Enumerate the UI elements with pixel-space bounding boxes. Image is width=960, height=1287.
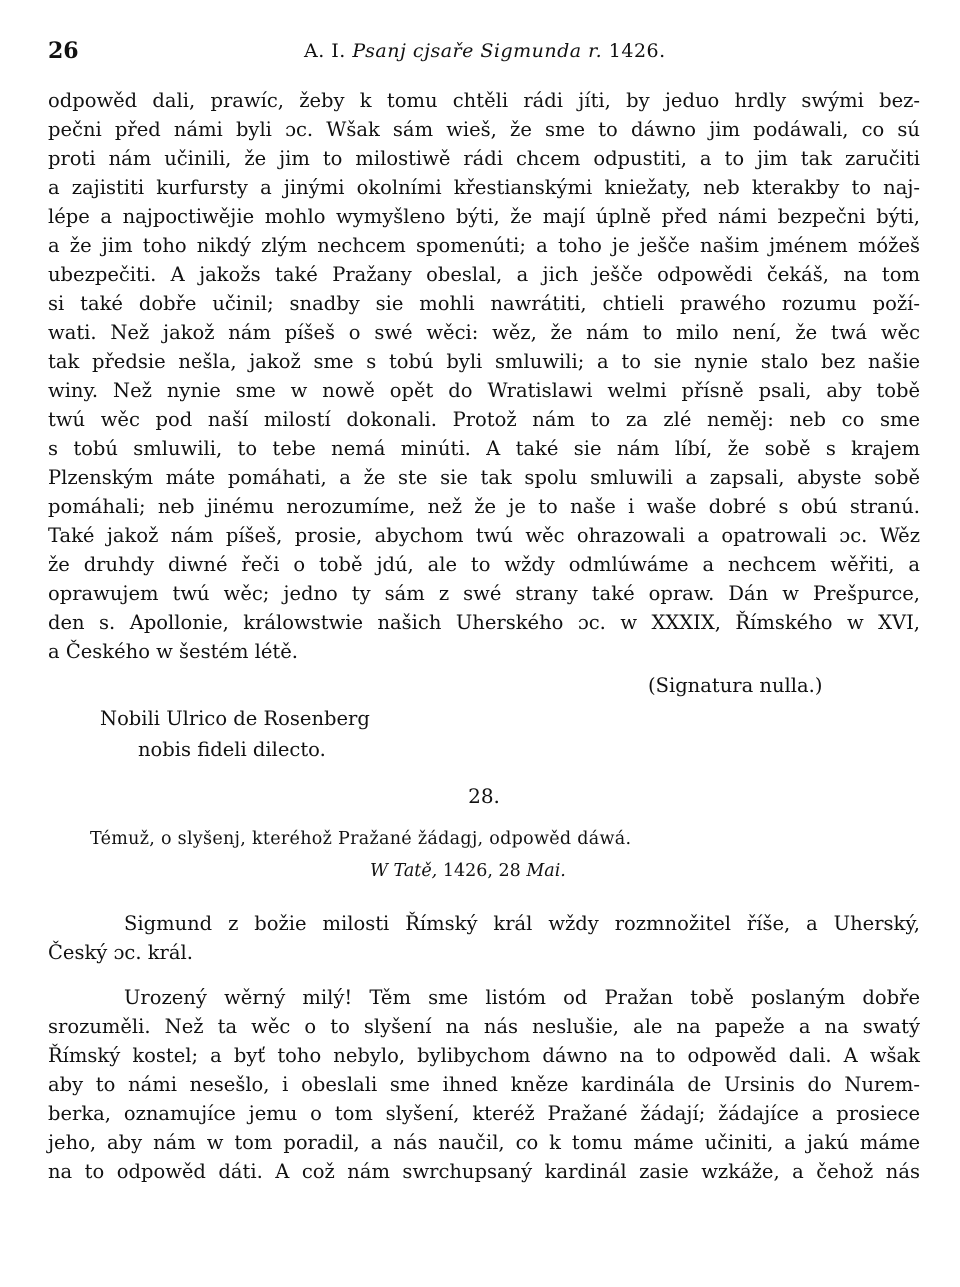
text-line: pečni před námi byli ɔc. Wšak sám wieš, že sme to dáwno jim podáwali, co sú — [48, 118, 920, 141]
text-line: den s. Apollonie, králowstwie našich Uherského ɔc. w XXXIX, Římského w XVI, — [48, 611, 920, 634]
running-head-title: Psanj cjsaře Sigmunda r. — [352, 40, 603, 62]
text-line: Český ɔc. král. — [48, 941, 193, 964]
text-line: s tobú smluwili, to tebe nemá minúti. A také sie nám líbí, že sobě s krajem — [48, 437, 920, 460]
text-line: a Českého w šestém létě. — [48, 640, 299, 663]
letter-body-paragraph — [48, 983, 920, 1186]
document-date-value: 1426, 28 — [442, 861, 521, 881]
text-line: odpowěd dali, prawíc, žeby k tomu chtěli rádi jíti, by jeduo hrdly swými bez- — [48, 89, 920, 112]
text-line: Urozený wěrný milý! Těm sme listóm od Pražan tobě poslaným dobře — [124, 986, 920, 1009]
running-head-prefix: A. I. — [304, 40, 346, 62]
text-line: na to odpowěd dáti. A což nám swrchupsaný kardinál zasie wzkáže, a čehož nás — [48, 1160, 920, 1183]
text-line: pomáhali; neb jinému nerozumíme, než že je to naše i waše dobré s obú stranú. — [48, 495, 920, 518]
text-line: oprawujem twú wěc; jedno ty sám z swé strany také opraw. Dán w Prešpurce, — [48, 582, 920, 605]
letter-salutation-paragraph — [48, 909, 920, 967]
document-number: 28. — [468, 784, 500, 808]
document-month: Mai. — [526, 861, 566, 881]
text-line: berka, oznamujíce jemu o tom slyšení, kteréž Pražané žádají; žádajíce a prosiece — [48, 1102, 920, 1125]
document-place: W Tatě, — [370, 861, 438, 881]
text-line: srozuměli. Než ta wěc o to slyšení na nás neslušie, ale na papeže a na swatý — [48, 1015, 920, 1038]
document-title: Témuž, o slyšenj, kteréhož Pražané žádagj, odpowěd dáwá. — [90, 829, 632, 849]
text-line: winy. Než nynie sme w nowě opět do Wratislawi welmi přísně psali, aby tobě — [48, 379, 920, 402]
text-line: ubezpečiti. A jakožs také Pražany obeslal, a jich ješče odpowědi čekáš, na tom — [48, 263, 920, 286]
continued-letter-text — [48, 86, 920, 666]
text-line: tak předsie nešla, jakož sme s tobú byli smluwili; a to sie nynie stalo bez našie — [48, 350, 920, 373]
text-line: že druhdy diwné řeči o tobě jdú, ale to wždy odmlúwáme a nechcem wěřiti, a — [48, 553, 920, 576]
text-line: aby to námi nesešlo, i obeslali sme ihned kněze kardinála de Ursinis do Nurem- — [48, 1073, 920, 1096]
letter-address — [100, 703, 370, 765]
text-line: si také dobře učinil; snadby sie mohli nawrátiti, chtieli prawého rozumu poží- — [48, 292, 920, 315]
text-line: jeho, aby nám w tom poradil, a nás naučil, co k tomu máme učiniti, a jakú máme — [48, 1131, 920, 1154]
page-number: 26 — [48, 38, 79, 64]
address-line: nobis fideli dilecto. — [138, 738, 326, 761]
text-line: Plzenským máte pomáhati, a že ste sie tak spolu smluwili a zapsali, abyste sobě — [48, 466, 920, 489]
text-line: twú wěc pod naší milostí dokonali. Protož nám to za zlé neměj: neb co sme — [48, 408, 920, 431]
text-line: a že jim toho nikdý zlým nechcem spomenúti; a toho je ješče našim jménem móžeš — [48, 234, 920, 257]
text-line: wati. Než jakož nám píšeš o swé wěci: wěz, že nám to milo není, že twá wěc — [48, 321, 920, 344]
address-line: Nobili Ulrico de Rosenberg — [100, 707, 370, 730]
document-date — [370, 861, 566, 881]
text-line: Římský kostel; a byť toho nebylo, bylibychom dáwno na to odpowěd dali. A wšak — [48, 1044, 920, 1067]
running-head-year: 1426. — [608, 40, 666, 62]
text-line: a zajistiti kurfursty a jinými okolními křestianskými kniežaty, neb kterakby to naj- — [48, 176, 920, 199]
text-line: lépe a najpoctiwějie mohlo wymyšleno býti, že mají úplně před námi bezpečni býti, — [48, 205, 920, 228]
page-header — [48, 38, 912, 72]
text-line: Také jakož nám píšeš, prosie, abychom twú wěc ohrazowali a opatrowali ɔc. Wěz — [48, 524, 920, 547]
signatura-note: (Signatura nulla.) — [648, 674, 823, 697]
text-line: Sigmund z božie milosti Římský král wždy rozmnožitel říše, a Uherský, — [124, 912, 920, 935]
text-line: proti nám učinili, že jim to milostiwě rádi chcem odpustiti, a to jim tak zaručiti — [48, 147, 920, 170]
running-head — [304, 40, 666, 62]
